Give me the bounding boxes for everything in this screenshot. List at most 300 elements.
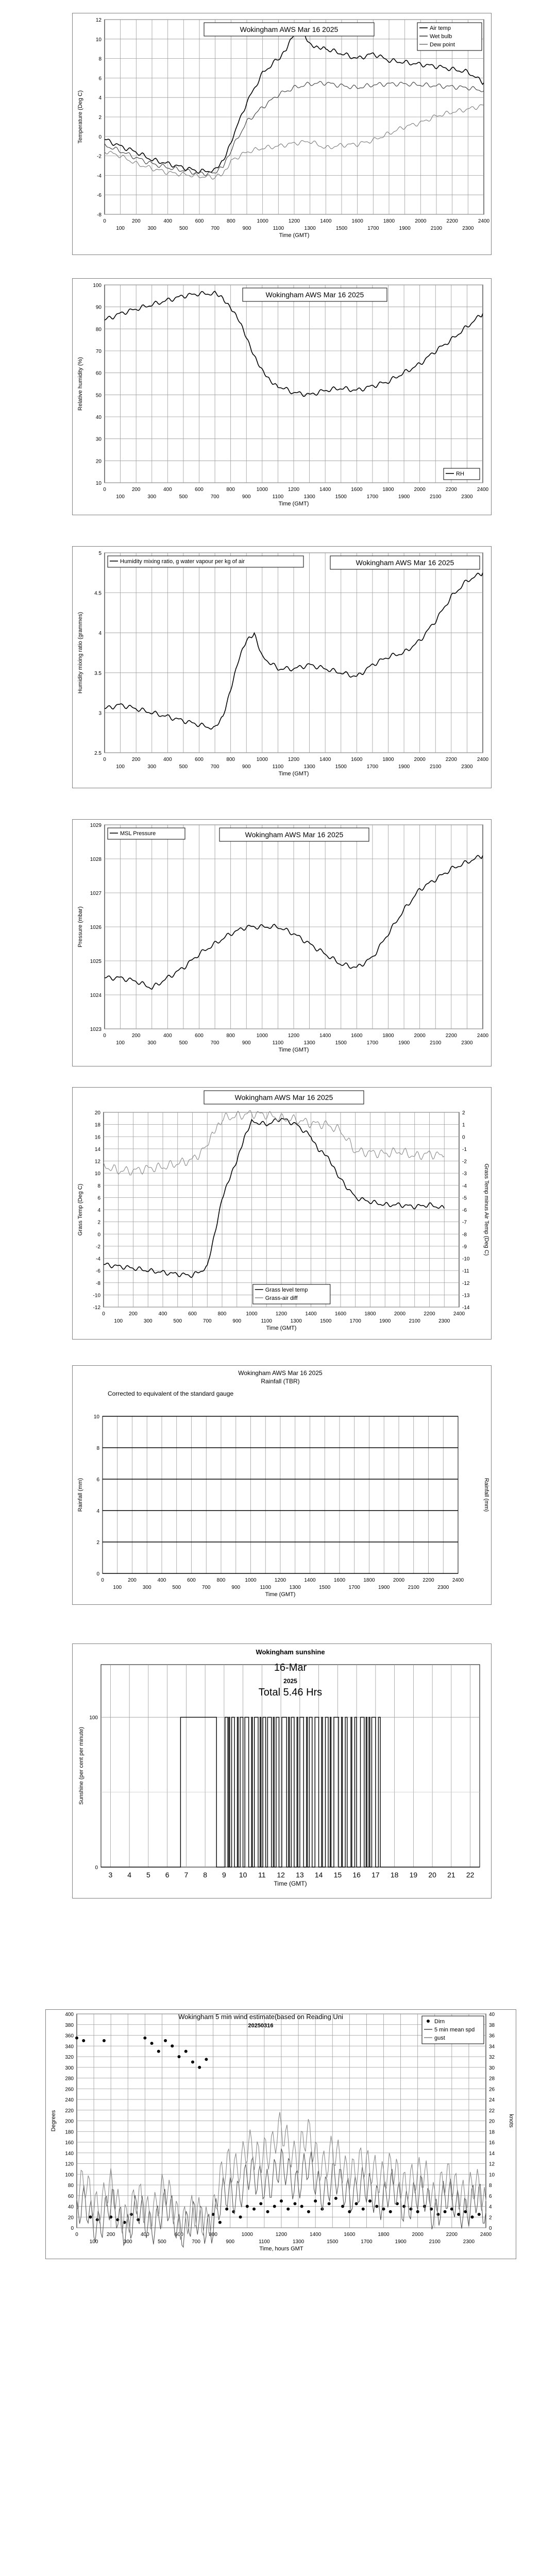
x-tick-label: 2000 (414, 757, 426, 762)
y-tick-label: -2 (97, 154, 102, 160)
x-tick-label: 400 (140, 2232, 149, 2238)
x-tick-label: 400 (158, 1311, 167, 1317)
x-tick-label: 2200 (445, 487, 457, 493)
x-tick-label: 1100 (272, 1040, 284, 1046)
data-point (334, 2197, 337, 2200)
x-tick-label: 1900 (378, 1585, 390, 1590)
x-tick-label: 700 (210, 764, 219, 770)
x-axis-label: Time (GMT) (266, 1325, 297, 1331)
x-tick-label: 2300 (461, 764, 473, 770)
x-tick-label: 1100 (272, 764, 284, 770)
y-tick-label: 1024 (90, 993, 102, 998)
x-tick-label: 1000 (256, 487, 268, 493)
x-tick-label: 2000 (414, 487, 426, 493)
x-tick-label: 2100 (409, 1318, 420, 1324)
data-point (75, 2037, 78, 2040)
legend-label: Grass-air diff (265, 1295, 298, 1301)
x-tick-label: 1000 (246, 1311, 258, 1317)
x-tick-label: 400 (163, 1033, 172, 1039)
x-tick-label: 700 (210, 494, 219, 500)
x-axis-label: Time (GMT) (278, 1047, 309, 1053)
legend-label: Dew point (430, 42, 455, 48)
legend-swatch (427, 2020, 430, 2023)
x-tick-label: 2300 (437, 1585, 449, 1590)
x-tick-label: 0 (103, 487, 106, 493)
x-tick-label: 1000 (241, 2232, 253, 2238)
chart-title: Wokingham AWS Mar 16 2025 (265, 291, 364, 299)
y-axis-label: Degrees (50, 2110, 57, 2132)
x-tick-label: 700 (202, 1318, 212, 1324)
y-tick-label: 0 (96, 1571, 99, 1577)
x-tick-label: 2300 (438, 1318, 450, 1324)
y-tick-label-right: -9 (462, 1244, 467, 1250)
data-point (375, 2205, 378, 2208)
chart-panel-4 (72, 819, 492, 1066)
y-tick-label-right: 4 (489, 2204, 492, 2210)
y-tick-label: 2.5 (94, 751, 102, 756)
x-tick-label: 1900 (379, 1318, 391, 1324)
data-point (205, 2058, 208, 2061)
x-axis-label: Time (GMT) (278, 771, 309, 777)
data-point (409, 2208, 412, 2211)
data-point (143, 2037, 146, 2040)
y-tick-label: 10 (94, 1171, 100, 1177)
x-tick-label: 1500 (335, 494, 347, 500)
y-tick-label: 20 (95, 459, 102, 465)
data-point (225, 2208, 228, 2211)
x-tick-label: 5 (146, 1871, 150, 1879)
data-point (252, 2208, 256, 2211)
y-tick-label: 14 (94, 1146, 100, 1153)
data-point (191, 2060, 194, 2063)
y-tick-label: 6 (97, 1195, 100, 1201)
y-tick-label: 300 (65, 2065, 74, 2071)
chart-title: Wokingham AWS Mar 16 2025 (234, 1093, 333, 1101)
x-tick-label: 2200 (446, 218, 458, 224)
x-tick-label: 100 (116, 764, 125, 770)
chart-subtitle: 20250316 (248, 2023, 274, 2029)
y-axis-label-right: Grass Temp minus Air Temp (Deg C) (483, 1163, 489, 1256)
x-tick-label: 600 (188, 1311, 197, 1317)
y-tick-label: 1023 (90, 1027, 102, 1032)
y-tick-label: 2 (97, 1219, 100, 1226)
x-tick-label: 1500 (335, 226, 348, 231)
x-tick-label: 700 (210, 1040, 219, 1046)
x-tick-label: 800 (217, 1311, 227, 1317)
legend-label: Grass level temp (265, 1287, 308, 1293)
y-tick-label-right: -3 (462, 1171, 467, 1177)
x-tick-label: 300 (123, 2239, 132, 2245)
y-tick-label: 240 (65, 2097, 74, 2103)
x-tick-label: 1600 (351, 1033, 363, 1039)
data-point (389, 2210, 392, 2213)
x-tick-label: 200 (131, 1033, 141, 1039)
y-tick-label: 12 (95, 18, 102, 23)
x-tick-label: 1500 (335, 1040, 347, 1046)
x-tick-label: 1800 (363, 1578, 375, 1583)
chart-panel-5 (72, 1087, 492, 1340)
x-tick-label: 300 (147, 764, 157, 770)
x-tick-label: 1400 (305, 1311, 317, 1317)
x-tick-label: 600 (175, 2232, 183, 2238)
chart-panel-2 (72, 278, 492, 515)
y-tick-label-right: 24 (489, 2097, 495, 2103)
x-tick-label: 1300 (289, 1585, 301, 1590)
chart-svg (73, 1366, 491, 1604)
data-point (150, 2042, 154, 2045)
x-tick-label: 1400 (319, 487, 331, 493)
y-tick-label: 1028 (90, 857, 102, 862)
y-tick-label: 8 (98, 56, 102, 62)
x-tick-label: 1700 (366, 494, 379, 500)
x-tick-label: 2400 (477, 757, 489, 762)
x-tick-label: 1200 (275, 2232, 288, 2238)
data-point (164, 2039, 167, 2042)
x-tick-label: 2000 (394, 1311, 406, 1317)
y-tick-label: 8 (97, 1183, 100, 1189)
data-point (402, 2205, 405, 2208)
x-tick-label: 1400 (319, 757, 331, 762)
y-axis-label: Temperature (Deg C) (77, 90, 83, 144)
y-tick-label: 1027 (90, 891, 102, 896)
data-point (266, 2210, 269, 2213)
y-tick-label: 50 (95, 393, 102, 399)
data-point (273, 2205, 276, 2208)
x-tick-label: 1300 (304, 226, 316, 231)
y-tick-label-right: -11 (462, 1268, 469, 1275)
x-tick-label: 600 (195, 218, 204, 224)
chart-title: Wokingham 5 min wind estimate(based on Reading Uni (178, 2013, 343, 2021)
x-tick-label: 200 (128, 1578, 137, 1583)
x-axis-label: Time, hours GMT (259, 2246, 303, 2252)
chart-svg (73, 547, 491, 788)
x-tick-label: 0 (75, 2232, 78, 2238)
y-tick-label-right: 38 (489, 2022, 495, 2028)
x-tick-label: 20 (428, 1871, 436, 1879)
x-tick-label: 15 (333, 1871, 342, 1879)
x-tick-label: 1000 (256, 1033, 268, 1039)
y-tick-label: -12 (93, 1305, 100, 1311)
data-point (328, 2202, 331, 2205)
y-axis-label-right: Rainfall (mm) (483, 1478, 489, 1512)
x-tick-label: 100 (116, 1040, 125, 1046)
x-tick-label: 1500 (319, 1585, 331, 1590)
x-tick-label: 21 (447, 1871, 455, 1879)
x-tick-label: 2400 (480, 2232, 492, 2238)
y-tick-label: -8 (96, 1280, 100, 1286)
x-tick-label: 600 (195, 1033, 204, 1039)
x-tick-label: 1500 (335, 764, 347, 770)
y-tick-label: 260 (65, 2087, 74, 2093)
x-tick-label: 200 (131, 757, 141, 762)
y-tick-label-right: 20 (489, 2119, 495, 2125)
y-tick-label: 6 (98, 76, 102, 82)
y-tick-label: 80 (95, 327, 102, 333)
x-tick-label: 500 (179, 1040, 188, 1046)
y-tick-label-right: 32 (489, 2055, 495, 2060)
y-axis-label: Grass Temp (Deg C) (77, 1183, 83, 1236)
x-tick-label: 1900 (399, 226, 411, 231)
x-tick-label: 100 (114, 1318, 123, 1324)
x-axis-label: Time (GMT) (265, 1591, 296, 1598)
x-tick-label: 1200 (288, 487, 300, 493)
data-point (130, 2213, 133, 2216)
x-tick-label: 600 (187, 1578, 196, 1583)
chart-svg (46, 2010, 516, 2259)
x-tick-label: 400 (163, 757, 172, 762)
data-point (416, 2210, 419, 2213)
x-tick-label: 1600 (334, 1311, 347, 1317)
y-tick-label-right: 40 (489, 2012, 495, 2018)
y-tick-label: 100 (65, 2172, 74, 2178)
y-tick-label: 80 (67, 2183, 74, 2189)
y-tick-label-right: 0 (462, 1134, 465, 1141)
x-tick-label: 800 (226, 757, 235, 762)
x-tick-label: 6 (165, 1871, 170, 1879)
data-point (246, 2205, 249, 2208)
x-tick-label: 700 (192, 2239, 200, 2245)
y-tick-label-right: 22 (489, 2108, 495, 2114)
legend-label: Wet bulb (430, 33, 452, 40)
x-tick-label: 400 (157, 1578, 166, 1583)
y-tick-label: 160 (65, 2140, 74, 2146)
x-tick-label: 2200 (424, 1311, 435, 1317)
y-tick-label: 400 (65, 2012, 74, 2018)
x-tick-label: 2300 (461, 494, 473, 500)
x-tick-label: 500 (172, 1585, 181, 1590)
chart-svg (73, 279, 491, 515)
chart-title: Wokingham AWS Mar 16 2025 (245, 831, 344, 839)
x-tick-label: 1300 (290, 1318, 302, 1324)
x-tick-label: 1000 (257, 218, 268, 224)
y-tick-label-right: 16 (489, 2140, 495, 2146)
x-tick-label: 2300 (461, 1040, 473, 1046)
x-tick-label: 1200 (275, 1311, 288, 1317)
x-tick-label: 9 (222, 1871, 226, 1879)
x-tick-label: 1200 (274, 1578, 286, 1583)
x-tick-label: 2100 (408, 1585, 419, 1590)
y-tick-label: 4 (98, 95, 102, 101)
data-point (239, 2215, 242, 2218)
x-tick-label: 300 (147, 494, 157, 500)
x-tick-label: 1800 (364, 1311, 376, 1317)
y-tick-label: 60 (95, 370, 102, 377)
y-tick-label: 120 (65, 2161, 74, 2167)
y-tick-label-right: 10 (489, 2172, 495, 2178)
data-point (103, 2039, 106, 2042)
x-tick-label: 19 (409, 1871, 418, 1879)
y-tick-label: 5 (98, 551, 102, 556)
x-tick-label: 0 (102, 1311, 105, 1317)
x-tick-label: 700 (211, 226, 220, 231)
y-axis-label: Sunshine (per cent per minute) (78, 1726, 84, 1805)
y-tick-label: 340 (65, 2044, 74, 2050)
x-tick-label: 1900 (398, 764, 410, 770)
y-tick-label-right: 6 (489, 2193, 492, 2199)
x-tick-label: 1800 (382, 487, 394, 493)
sunshine-total: Total 5.46 Hrs (258, 1687, 323, 1698)
data-point (355, 2202, 358, 2205)
y-tick-label: 10 (95, 481, 102, 486)
y-tick-label: 4 (96, 1509, 99, 1514)
legend-label: Dirn (434, 2019, 445, 2025)
y-tick-label: 220 (65, 2108, 74, 2114)
y-tick-label-right: 34 (489, 2044, 495, 2050)
data-point (300, 2205, 303, 2208)
x-tick-label: 1700 (349, 1318, 361, 1324)
data-point (314, 2199, 317, 2202)
x-tick-label: 2200 (422, 1578, 434, 1583)
y-tick-label: 6 (96, 1477, 99, 1483)
chart-svg (73, 1644, 491, 1898)
x-tick-label: 1000 (245, 1578, 257, 1583)
x-axis-label: Time (GMT) (278, 501, 309, 507)
x-tick-label: 0 (103, 1033, 106, 1039)
data-point (382, 2208, 385, 2211)
x-tick-label: 10 (239, 1871, 247, 1879)
x-tick-label: 1400 (310, 2232, 322, 2238)
legend-label: Humidity mixing ratio, g water vapour per kg of air (120, 558, 245, 565)
x-tick-label: 900 (242, 494, 251, 500)
x-tick-label: 600 (195, 757, 204, 762)
y-tick-label-right: 28 (489, 2076, 495, 2082)
data-point (198, 2066, 201, 2069)
legend-label: 5 min mean spd (434, 2027, 475, 2033)
x-tick-label: 500 (173, 1318, 182, 1324)
x-tick-label: 1200 (288, 757, 300, 762)
y-tick-label: 380 (65, 2022, 74, 2028)
x-tick-label: 1200 (288, 218, 300, 224)
y-tick-label: 20 (67, 2215, 74, 2221)
x-tick-label: 300 (142, 1585, 151, 1590)
chart-panel-3 (72, 546, 492, 788)
y-tick-label: 180 (65, 2129, 74, 2136)
y-tick-label: 8 (96, 1446, 99, 1451)
y-tick-label: 70 (95, 349, 102, 354)
x-tick-label: 900 (242, 1040, 251, 1046)
data-point (293, 2202, 296, 2205)
y-tick-label-right: 30 (489, 2065, 495, 2071)
x-tick-label: 0 (101, 1578, 104, 1583)
x-tick-label: 1900 (398, 494, 410, 500)
x-tick-label: 2000 (415, 218, 427, 224)
x-tick-label: 18 (390, 1871, 399, 1879)
y-tick-label: 0 (97, 1232, 100, 1238)
y-tick-label-right: 26 (489, 2087, 495, 2093)
x-tick-label: 800 (226, 218, 235, 224)
chart-title: Wokingham sunshine (256, 1648, 325, 1656)
y-tick-label-right: -6 (462, 1208, 467, 1213)
x-tick-label: 300 (147, 1040, 157, 1046)
data-point (178, 2055, 181, 2058)
chart-panel-7 (72, 1643, 492, 1899)
x-tick-label: 400 (163, 487, 172, 493)
x-tick-label: 0 (103, 218, 106, 224)
y-tick-label: 200 (65, 2119, 74, 2125)
x-tick-label: 1500 (327, 2239, 339, 2245)
y-tick-label: 20 (94, 1110, 100, 1116)
data-point (259, 2202, 262, 2205)
x-tick-label: 2100 (429, 2239, 441, 2245)
y-tick-label: 30 (95, 436, 102, 443)
x-tick-label: 800 (209, 2232, 218, 2238)
x-tick-label: 500 (179, 764, 188, 770)
y-tick-label-right: 18 (489, 2129, 495, 2136)
y-tick-label-right: 14 (489, 2150, 495, 2157)
x-tick-label: 14 (314, 1871, 323, 1879)
y-axis-label-right: knots (508, 2114, 514, 2128)
y-tick-label-right: -4 (462, 1183, 467, 1189)
x-tick-label: 2300 (463, 2239, 475, 2245)
x-tick-label: 1500 (320, 1318, 332, 1324)
x-tick-label: 2000 (412, 2232, 424, 2238)
data-point (280, 2199, 283, 2202)
x-tick-label: 300 (143, 1318, 153, 1324)
y-tick-label-right: 2 (462, 1110, 465, 1116)
x-tick-label: 1700 (348, 1585, 360, 1590)
y-tick-label-right: -12 (462, 1280, 470, 1286)
data-point (157, 2050, 160, 2053)
x-tick-label: 100 (116, 494, 125, 500)
x-tick-label: 800 (226, 487, 235, 493)
x-tick-label: 1100 (272, 494, 284, 500)
x-tick-label: 4 (127, 1871, 132, 1879)
y-tick-label: -10 (93, 1293, 100, 1299)
x-tick-label: 1000 (256, 757, 268, 762)
x-tick-label: 500 (179, 494, 188, 500)
y-tick-label-right: -2 (462, 1159, 467, 1165)
y-axis-label: Pressure (mbar) (77, 906, 83, 947)
y-tick-label: 3.5 (94, 670, 102, 676)
x-tick-label: 11 (258, 1871, 266, 1879)
data-point (89, 2215, 92, 2218)
data-point (444, 2210, 447, 2213)
x-axis-label: Time (GMT) (279, 232, 310, 239)
data-point (471, 2215, 474, 2218)
x-tick-label: 2200 (445, 1033, 457, 1039)
y-tick-label-right: 2 (489, 2215, 492, 2221)
y-tick-label-right: -10 (462, 1256, 470, 1262)
y-tick-label-right: 36 (489, 2033, 495, 2039)
x-tick-label: 7 (184, 1871, 189, 1879)
data-point (218, 2221, 222, 2224)
y-tick-label-right: -14 (462, 1305, 470, 1311)
x-tick-label: 2100 (430, 494, 442, 500)
y-tick-label: 320 (65, 2055, 74, 2060)
y-tick-label: 1026 (90, 925, 102, 930)
y-tick-label: 4 (97, 1208, 100, 1213)
y-axis-label: Humidity mixing ratio (grammes) (77, 612, 83, 694)
x-tick-label: 600 (195, 487, 204, 493)
y-tick-label: 40 (95, 415, 102, 420)
y-tick-label: 100 (93, 283, 102, 289)
x-tick-label: 1400 (319, 1033, 331, 1039)
y-tick-label-right: 8 (489, 2183, 492, 2189)
y-tick-label: 2 (96, 1540, 99, 1546)
x-tick-label: 1600 (351, 218, 363, 224)
data-point (286, 2208, 290, 2211)
x-tick-label: 1800 (382, 1033, 394, 1039)
y-tick-label: 10 (93, 1414, 99, 1420)
x-tick-label: 2100 (430, 226, 443, 231)
x-tick-label: 100 (89, 2239, 98, 2245)
data-point (362, 2208, 365, 2211)
y-tick-label: -2 (96, 1244, 100, 1250)
y-tick-label: 100 (89, 1715, 98, 1721)
x-tick-label: 22 (466, 1871, 475, 1879)
data-point (368, 2199, 371, 2202)
chart-subtitle: 16-Mar (274, 1662, 307, 1673)
